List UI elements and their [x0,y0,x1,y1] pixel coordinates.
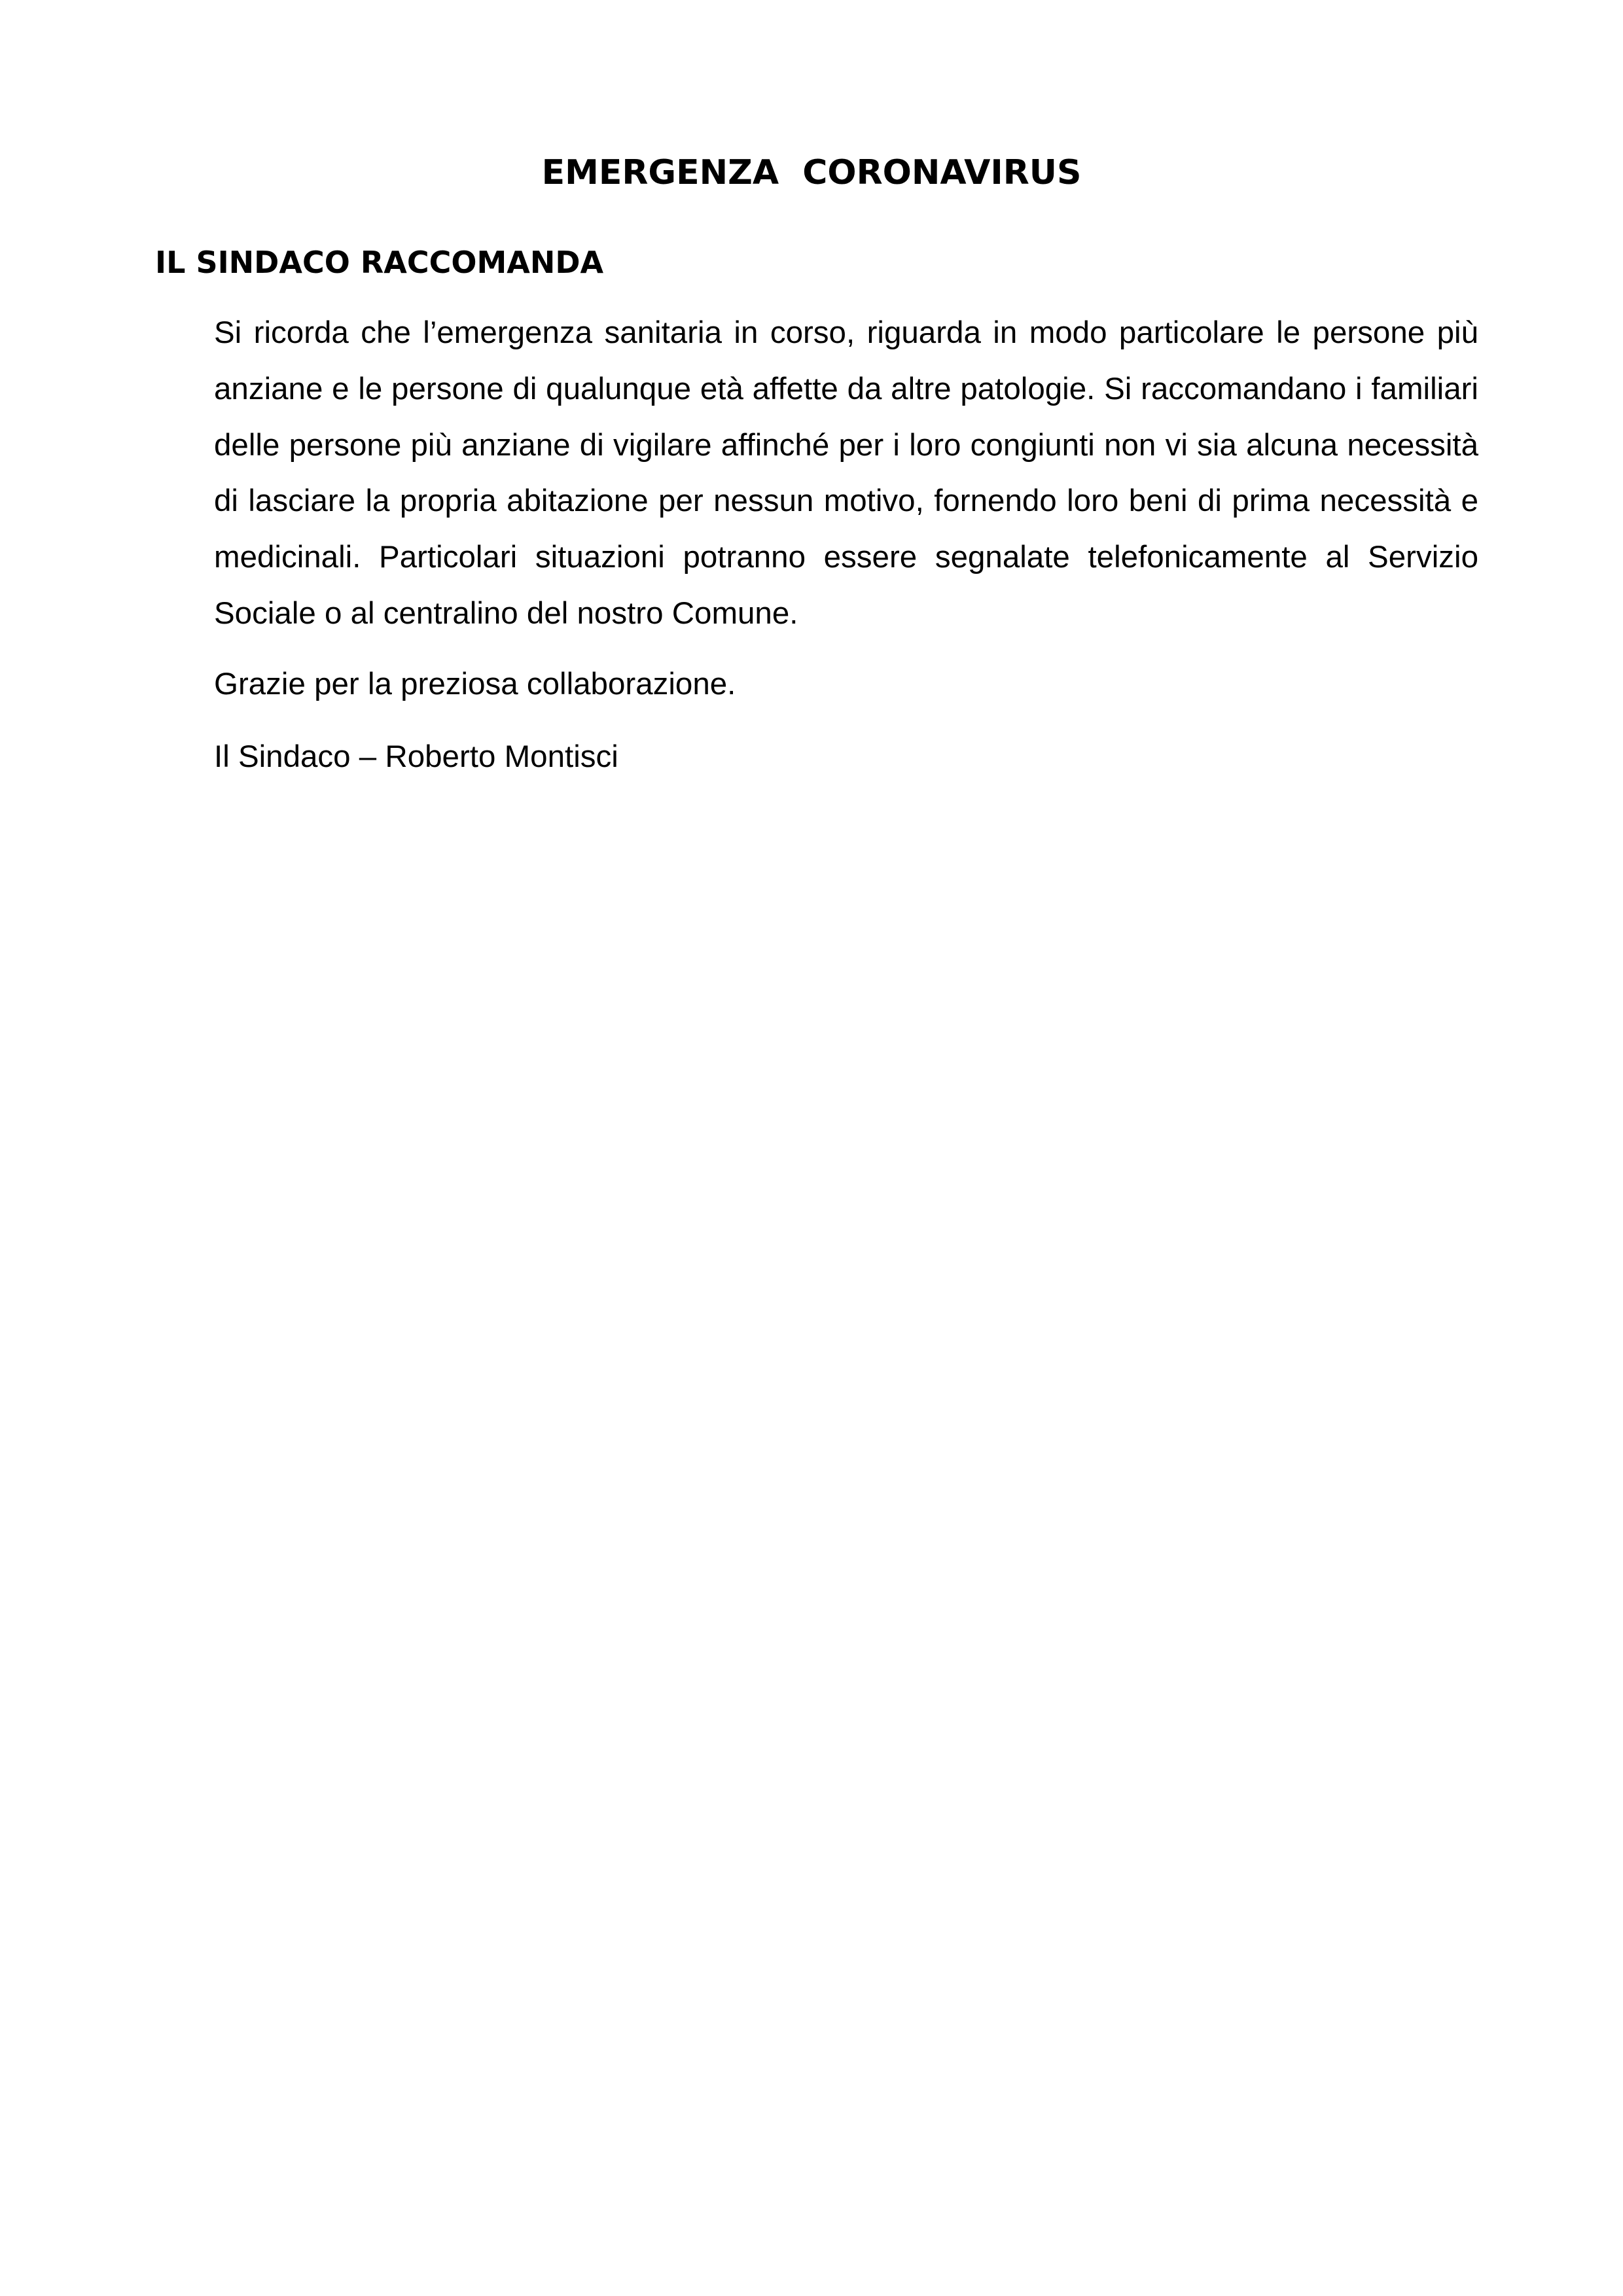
main-paragraph: Si ricorda che l’emergenza sanitaria in corso, riguarda in modo particolare le persone più anziane e le persone di qualunque età affette da altre patologie. Si raccomandano i familiari delle persone più anziane di vigilare affinché per i loro congiunti non vi sia alcuna necessità di lasciare la propria abitazione per nessun motivo, fornendo loro beni di prima necessità e medicinali. Particolari situazioni potranno essere segnalate telefonicamente al Servizio Sociale o al centralino del nostro Comune. [214,315,1478,631]
thanks-line: Grazie per la preziosa collaborazione. [214,667,736,701]
document-subtitle: IL SINDACO RACCOMANDA [155,245,604,280]
signature-line: Il Sindaco – Roberto Montisci [214,739,618,774]
document-title: EMERGENZA CORONAVIRUS [541,153,1082,192]
